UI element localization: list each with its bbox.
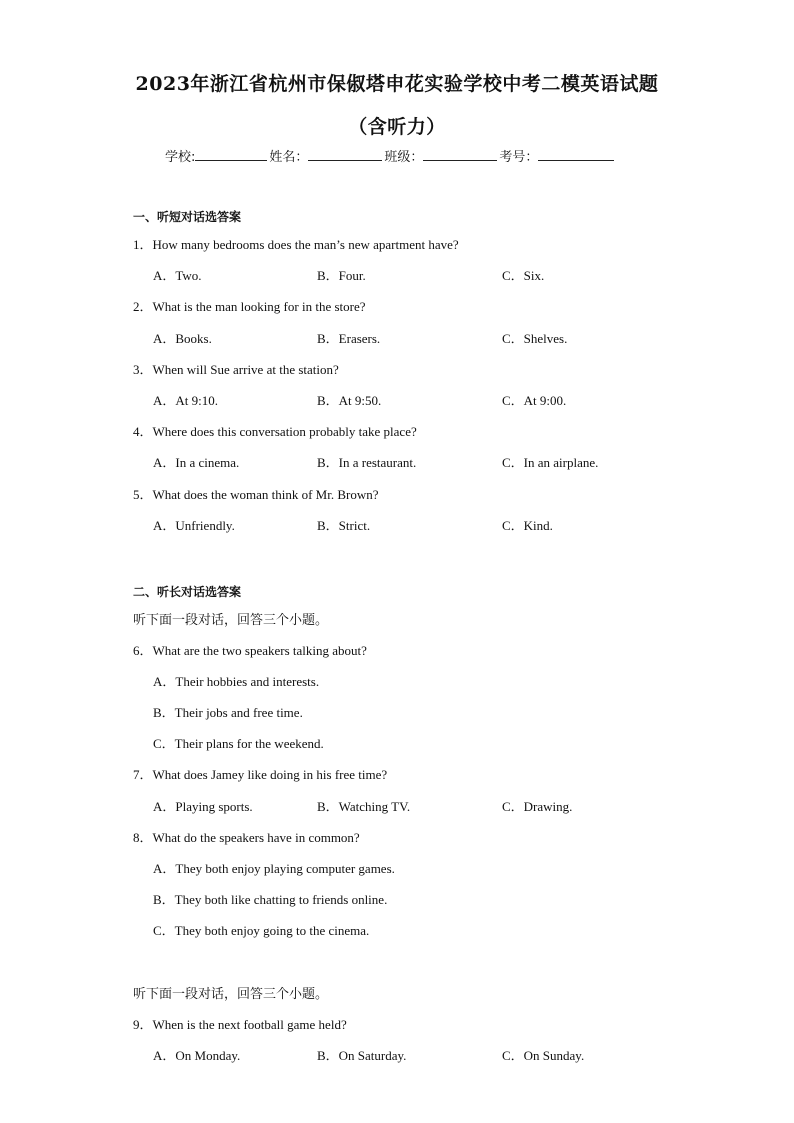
option-c: C．In an airplane.: [502, 455, 599, 470]
question-text: 5．What does the woman think of Mr. Brown?: [133, 487, 379, 502]
option-c: C．Kind.: [502, 518, 553, 533]
option-a: A．Playing sports.: [153, 799, 253, 814]
option-c: C．Drawing.: [502, 799, 573, 814]
option-c: C．They both enjoy going to the cinema.: [153, 923, 370, 938]
question-text: 3．When will Sue arrive at the station?: [133, 362, 339, 377]
question-text: 7．What does Jamey like doing in his free time?: [133, 767, 388, 782]
page-subtitle: （含听力）: [348, 116, 446, 138]
exam-number-label: 考号：: [499, 150, 539, 165]
option-a: A．Their hobbies and interests.: [153, 674, 320, 689]
question-text: 8．What do the speakers have in common?: [133, 830, 360, 845]
option-b: B．Four.: [317, 268, 366, 283]
question-text: 4．Where does this conversation probably take place?: [133, 424, 417, 439]
option-b: B．Erasers.: [317, 331, 381, 346]
option-a: A．Unfriendly.: [153, 518, 235, 533]
name-label: 姓名：: [269, 150, 309, 165]
question-text: 9．When is the next football game held?: [133, 1017, 347, 1032]
section-heading: 二、听长对话选答案: [133, 585, 242, 599]
option-b: B．Strict.: [317, 518, 371, 533]
option-b: B．Watching TV.: [317, 799, 411, 814]
class-label: 班级：: [384, 150, 424, 165]
option-b: B．On Saturday.: [317, 1048, 407, 1063]
school-field[interactable]: [195, 148, 267, 161]
class-field[interactable]: [423, 148, 497, 161]
option-c: C．Their plans for the weekend.: [153, 736, 324, 751]
option-a: A．At 9:10.: [153, 393, 219, 408]
option-c: C．At 9:00.: [502, 393, 567, 408]
option-b: B．At 9:50.: [317, 393, 382, 408]
page-title: 2023年浙江省杭州市保俶塔申花实验学校中考二模英语试题: [135, 73, 659, 95]
option-a: A．On Monday.: [153, 1048, 241, 1063]
option-c: C．Shelves.: [502, 331, 568, 346]
option-a: A．Books.: [153, 331, 212, 346]
question-text: 6．What are the two speakers talking about?: [133, 643, 367, 658]
exam-number-field[interactable]: [538, 148, 614, 161]
option-b: B．They both like chatting to friends online.: [153, 892, 388, 907]
name-field[interactable]: [308, 148, 382, 161]
instruction-text: 听下面一段对话，回答三个小题。: [133, 987, 329, 1002]
option-c: C．On Sunday.: [502, 1048, 585, 1063]
student-info-line: [165, 146, 616, 165]
section-heading: 一、听短对话选答案: [133, 210, 242, 224]
option-a: A．Two.: [153, 268, 202, 283]
school-label: 学校:: [165, 150, 196, 165]
option-b: B．In a restaurant.: [317, 455, 417, 470]
question-text: 1．How many bedrooms does the man’s new apartment have?: [133, 237, 459, 252]
option-a: A．In a cinema.: [153, 455, 240, 470]
option-a: A．They both enjoy playing computer games.: [153, 861, 395, 876]
question-text: 2．What is the man looking for in the store?: [133, 299, 366, 314]
instruction-text: 听下面一段对话，回答三个小题。: [133, 613, 329, 628]
option-c: C．Six.: [502, 268, 545, 283]
option-b: B．Their jobs and free time.: [153, 705, 303, 720]
